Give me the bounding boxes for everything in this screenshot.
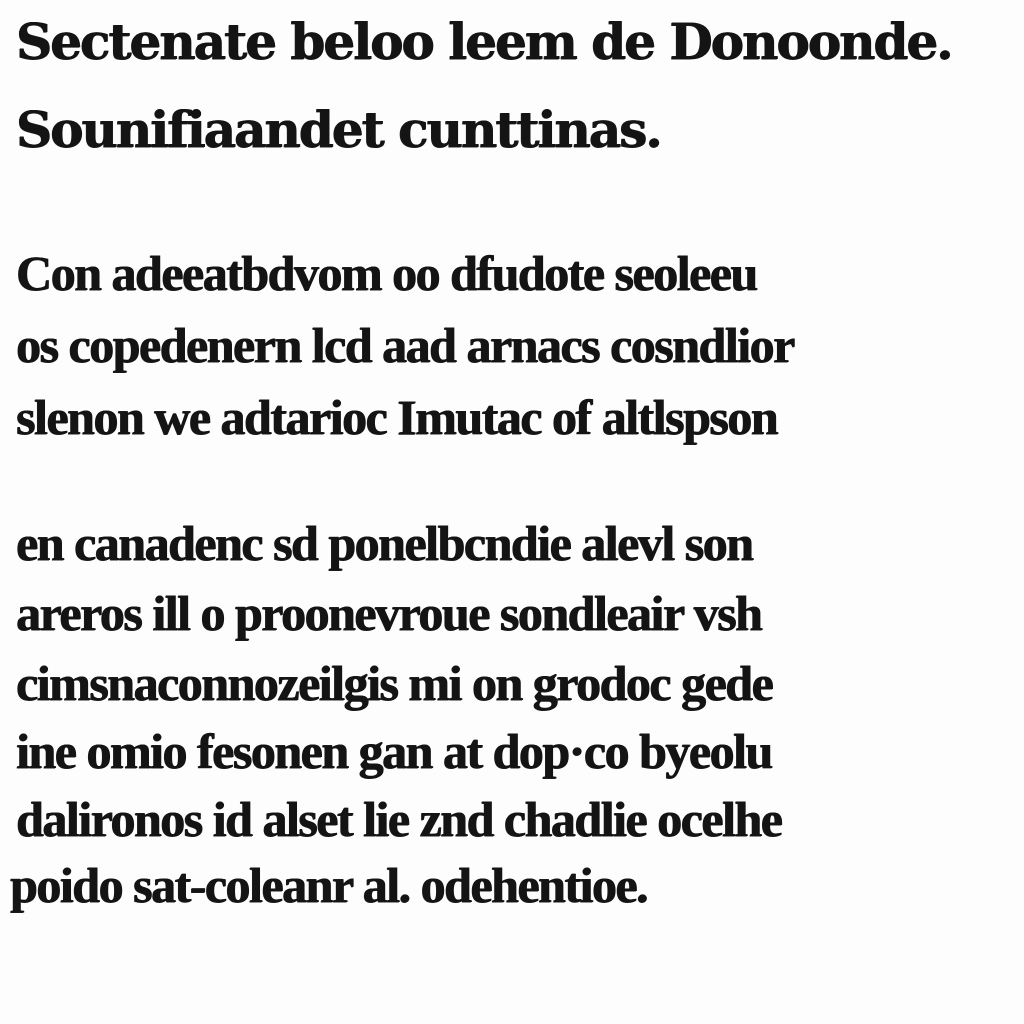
paragraph-line: os copedenern lcd aad arnacs cosndlior bbox=[16, 317, 794, 373]
paragraph-line: poido sat-coleanr al. odehentioe. bbox=[10, 857, 648, 913]
paragraph-line: slenon we adtarioc Imutac of altlspson bbox=[16, 389, 778, 445]
paragraph-line: cimsnaconnozeilgis mi on grodoc gede bbox=[16, 655, 773, 711]
heading-line-2: Sounifiaandet cunttinas. bbox=[16, 100, 661, 159]
paragraph-line: areros ill o proonevroue sondleair vsh bbox=[16, 585, 762, 641]
heading-line-1: Sectenate beloo leem de Donoonde. bbox=[16, 12, 952, 71]
paragraph-line: ine omio fesonen gan at dop·co byeolu bbox=[16, 723, 772, 779]
paragraph-line: en canadenc sd ponelbcndie alevl son bbox=[16, 515, 753, 571]
paragraph-line: dalironos id alset lie znd chadlie ocelhe bbox=[16, 791, 782, 847]
paragraph-line: Con adeeatbdvom oo dfudote seoleeu bbox=[16, 245, 757, 301]
